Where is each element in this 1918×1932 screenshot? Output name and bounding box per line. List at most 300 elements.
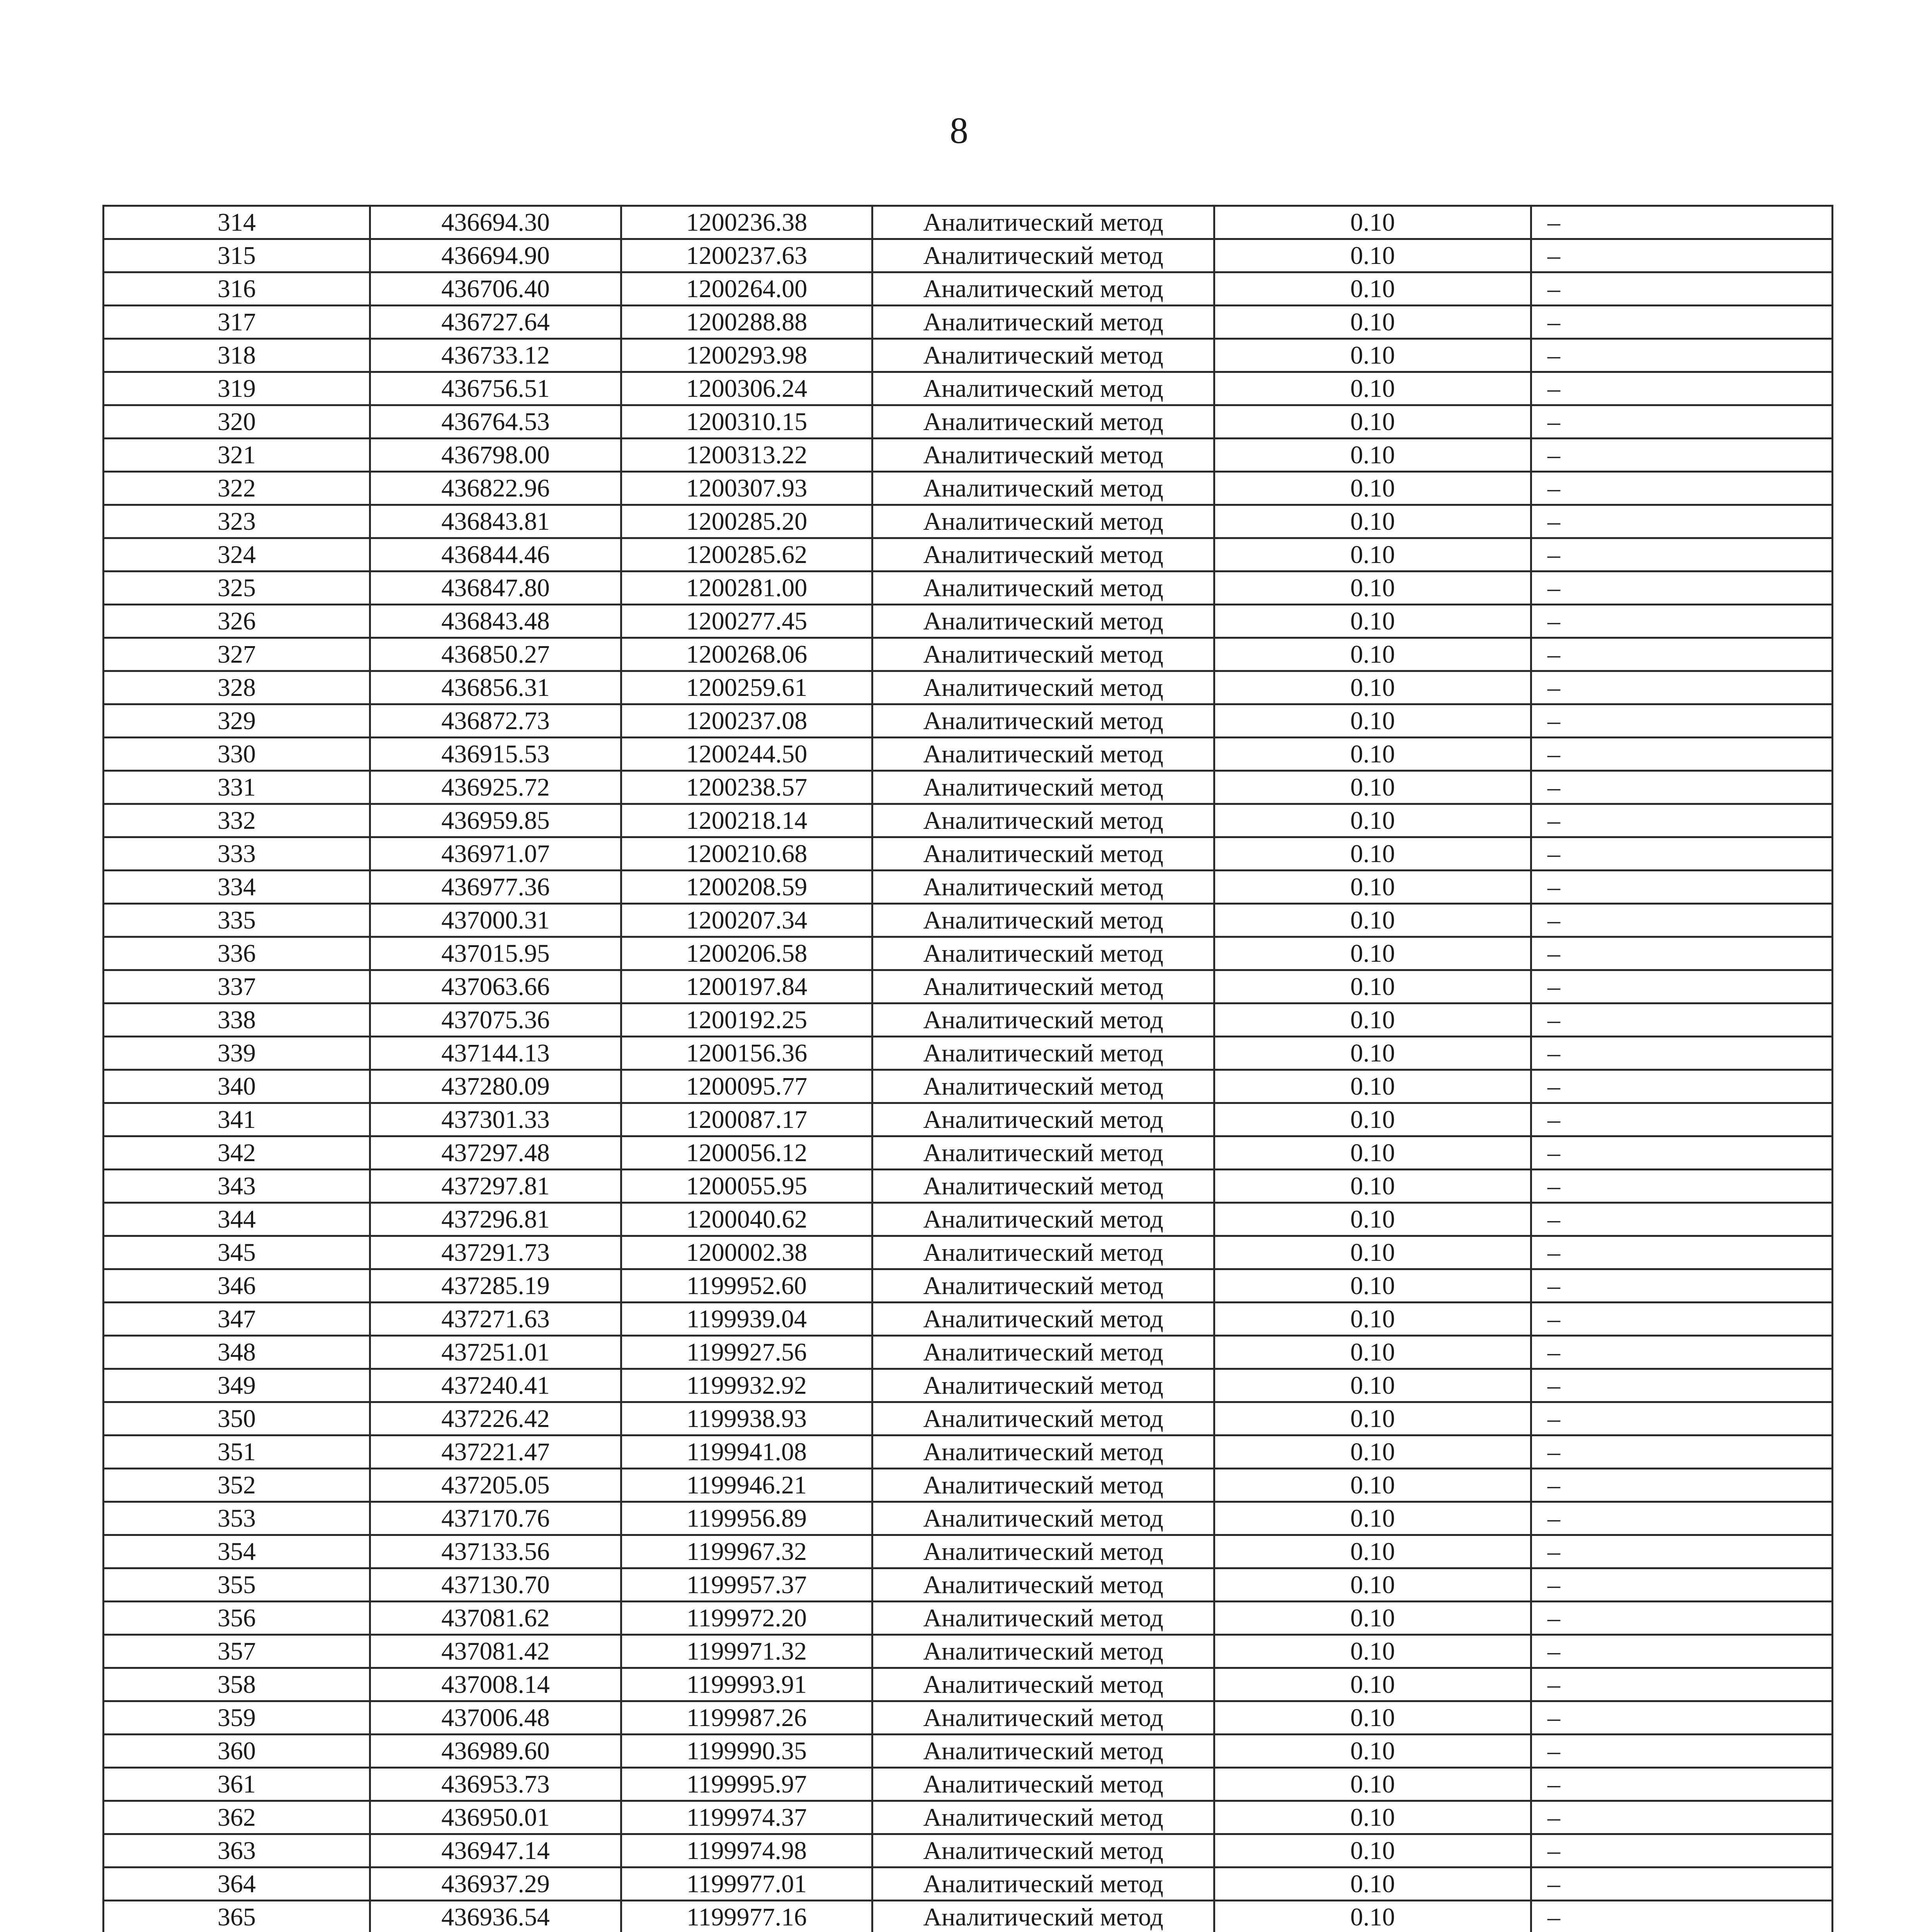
method-cell: Аналитический метод <box>872 1103 1214 1136</box>
table-row <box>104 937 1833 970</box>
x-coordinate-cell: 436937.29 <box>370 1867 621 1901</box>
coordinates-table-body <box>104 206 1833 1932</box>
y-coordinate-cell: 1200238.57 <box>621 771 872 804</box>
table-row <box>104 1103 1833 1136</box>
x-coordinate-cell: 436953.73 <box>370 1768 621 1801</box>
y-coordinate-cell: 1199974.98 <box>621 1834 872 1867</box>
y-coordinate-cell: 1199941.08 <box>621 1435 872 1469</box>
coordinates-table <box>102 205 1833 1932</box>
y-coordinate-cell: 1200087.17 <box>621 1103 872 1136</box>
x-coordinate-cell: 436764.53 <box>370 405 621 439</box>
accuracy-cell: 0.10 <box>1214 1236 1531 1269</box>
y-coordinate-cell: 1200208.59 <box>621 871 872 904</box>
accuracy-cell: 0.10 <box>1214 1768 1531 1801</box>
method-cell: Аналитический метод <box>872 638 1214 671</box>
point-number-cell: 357 <box>104 1635 370 1668</box>
x-coordinate-cell: 436850.27 <box>370 638 621 671</box>
y-coordinate-cell: 1200197.84 <box>621 970 872 1003</box>
y-coordinate-cell: 1199946.21 <box>621 1469 872 1502</box>
accuracy-cell: 0.10 <box>1214 1568 1531 1602</box>
x-coordinate-cell: 436733.12 <box>370 339 621 372</box>
x-coordinate-cell: 437170.76 <box>370 1502 621 1535</box>
point-number-cell: 346 <box>104 1269 370 1303</box>
y-coordinate-cell: 1199938.93 <box>621 1402 872 1435</box>
y-coordinate-cell: 1200268.06 <box>621 638 872 671</box>
note-cell: – <box>1531 1103 1833 1136</box>
table-row <box>104 804 1833 837</box>
x-coordinate-cell: 437081.42 <box>370 1635 621 1668</box>
point-number-cell: 318 <box>104 339 370 372</box>
x-coordinate-cell: 437285.19 <box>370 1269 621 1303</box>
point-number-cell: 323 <box>104 505 370 538</box>
accuracy-cell: 0.10 <box>1214 1469 1531 1502</box>
x-coordinate-cell: 437144.13 <box>370 1037 621 1070</box>
table-row <box>104 571 1833 605</box>
method-cell: Аналитический метод <box>872 272 1214 306</box>
y-coordinate-cell: 1200264.00 <box>621 272 872 306</box>
note-cell: – <box>1531 1402 1833 1435</box>
y-coordinate-cell: 1200293.98 <box>621 339 872 372</box>
x-coordinate-cell: 436843.48 <box>370 605 621 638</box>
y-coordinate-cell: 1200281.00 <box>621 571 872 605</box>
x-coordinate-cell: 437130.70 <box>370 1568 621 1602</box>
accuracy-cell: 0.10 <box>1214 1070 1531 1103</box>
x-coordinate-cell: 437291.73 <box>370 1236 621 1269</box>
x-coordinate-cell: 436977.36 <box>370 871 621 904</box>
method-cell: Аналитический метод <box>872 1003 1214 1037</box>
method-cell: Аналитический метод <box>872 1170 1214 1203</box>
table-row <box>104 605 1833 638</box>
method-cell: Аналитический метод <box>872 571 1214 605</box>
note-cell: – <box>1531 1834 1833 1867</box>
note-cell: – <box>1531 605 1833 638</box>
note-cell: – <box>1531 439 1833 472</box>
point-number-cell: 354 <box>104 1535 370 1568</box>
note-cell: – <box>1531 771 1833 804</box>
point-number-cell: 352 <box>104 1469 370 1502</box>
y-coordinate-cell: 1200237.63 <box>621 239 872 272</box>
x-coordinate-cell: 437063.66 <box>370 970 621 1003</box>
accuracy-cell: 0.10 <box>1214 1203 1531 1236</box>
x-coordinate-cell: 436798.00 <box>370 439 621 472</box>
x-coordinate-cell: 436694.90 <box>370 239 621 272</box>
accuracy-cell: 0.10 <box>1214 571 1531 605</box>
table-row <box>104 1867 1833 1901</box>
table-row <box>104 372 1833 405</box>
table-row <box>104 1801 1833 1834</box>
note-cell: – <box>1531 1037 1833 1070</box>
table-row <box>104 1735 1833 1768</box>
y-coordinate-cell: 1200002.38 <box>621 1236 872 1269</box>
method-cell: Аналитический метод <box>872 1668 1214 1701</box>
table-row <box>104 1003 1833 1037</box>
table-row <box>104 1701 1833 1735</box>
point-number-cell: 340 <box>104 1070 370 1103</box>
x-coordinate-cell: 436756.51 <box>370 372 621 405</box>
point-number-cell: 343 <box>104 1170 370 1203</box>
table-row <box>104 339 1833 372</box>
note-cell: – <box>1531 837 1833 871</box>
method-cell: Аналитический метод <box>872 1469 1214 1502</box>
accuracy-cell: 0.10 <box>1214 904 1531 937</box>
point-number-cell: 331 <box>104 771 370 804</box>
note-cell: – <box>1531 472 1833 505</box>
note-cell: – <box>1531 1901 1833 1932</box>
point-number-cell: 355 <box>104 1568 370 1602</box>
y-coordinate-cell: 1200285.62 <box>621 538 872 571</box>
y-coordinate-cell: 1199952.60 <box>621 1269 872 1303</box>
method-cell: Аналитический метод <box>872 1435 1214 1469</box>
table-row <box>104 1170 1833 1203</box>
table-row <box>104 1768 1833 1801</box>
table-row <box>104 1635 1833 1668</box>
table-row <box>104 1369 1833 1402</box>
method-cell: Аналитический метод <box>872 771 1214 804</box>
y-coordinate-cell: 1200206.58 <box>621 937 872 970</box>
y-coordinate-cell: 1199971.32 <box>621 1635 872 1668</box>
y-coordinate-cell: 1200244.50 <box>621 738 872 771</box>
method-cell: Аналитический метод <box>872 738 1214 771</box>
x-coordinate-cell: 436843.81 <box>370 505 621 538</box>
method-cell: Аналитический метод <box>872 1701 1214 1735</box>
note-cell: – <box>1531 1668 1833 1701</box>
note-cell: – <box>1531 1635 1833 1668</box>
point-number-cell: 347 <box>104 1303 370 1336</box>
method-cell: Аналитический метод <box>872 1502 1214 1535</box>
method-cell: Аналитический метод <box>872 306 1214 339</box>
x-coordinate-cell: 437081.62 <box>370 1602 621 1635</box>
table-row <box>104 439 1833 472</box>
y-coordinate-cell: 1200259.61 <box>621 671 872 704</box>
accuracy-cell: 0.10 <box>1214 937 1531 970</box>
point-number-cell: 353 <box>104 1502 370 1535</box>
table-row <box>104 1568 1833 1602</box>
y-coordinate-cell: 1200055.95 <box>621 1170 872 1203</box>
method-cell: Аналитический метод <box>872 1735 1214 1768</box>
table-row <box>104 671 1833 704</box>
y-coordinate-cell: 1199974.37 <box>621 1801 872 1834</box>
table-row <box>104 1435 1833 1469</box>
method-cell: Аналитический метод <box>872 1203 1214 1236</box>
point-number-cell: 333 <box>104 837 370 871</box>
x-coordinate-cell: 436847.80 <box>370 571 621 605</box>
point-number-cell: 335 <box>104 904 370 937</box>
table-row <box>104 904 1833 937</box>
note-cell: – <box>1531 272 1833 306</box>
method-cell: Аналитический метод <box>872 1602 1214 1635</box>
table-row <box>104 638 1833 671</box>
table-row <box>104 738 1833 771</box>
y-coordinate-cell: 1199927.56 <box>621 1336 872 1369</box>
note-cell: – <box>1531 339 1833 372</box>
accuracy-cell: 0.10 <box>1214 1801 1531 1834</box>
x-coordinate-cell: 437297.48 <box>370 1136 621 1170</box>
x-coordinate-cell: 436936.54 <box>370 1901 621 1932</box>
y-coordinate-cell: 1200040.62 <box>621 1203 872 1236</box>
note-cell: – <box>1531 871 1833 904</box>
method-cell: Аналитический метод <box>872 1136 1214 1170</box>
accuracy-cell: 0.10 <box>1214 505 1531 538</box>
point-number-cell: 317 <box>104 306 370 339</box>
method-cell: Аналитический метод <box>872 1037 1214 1070</box>
y-coordinate-cell: 1200218.14 <box>621 804 872 837</box>
note-cell: – <box>1531 1435 1833 1469</box>
point-number-cell: 344 <box>104 1203 370 1236</box>
accuracy-cell: 0.10 <box>1214 1635 1531 1668</box>
accuracy-cell: 0.10 <box>1214 272 1531 306</box>
method-cell: Аналитический метод <box>872 671 1214 704</box>
note-cell: – <box>1531 1469 1833 1502</box>
method-cell: Аналитический метод <box>872 871 1214 904</box>
y-coordinate-cell: 1199987.26 <box>621 1701 872 1735</box>
note-cell: – <box>1531 1336 1833 1369</box>
point-number-cell: 338 <box>104 1003 370 1037</box>
method-cell: Аналитический метод <box>872 1336 1214 1369</box>
note-cell: – <box>1531 1701 1833 1735</box>
accuracy-cell: 0.10 <box>1214 1834 1531 1867</box>
accuracy-cell: 0.10 <box>1214 1269 1531 1303</box>
note-cell: – <box>1531 1369 1833 1402</box>
accuracy-cell: 0.10 <box>1214 970 1531 1003</box>
accuracy-cell: 0.10 <box>1214 1535 1531 1568</box>
x-coordinate-cell: 437205.05 <box>370 1469 621 1502</box>
point-number-cell: 322 <box>104 472 370 505</box>
point-number-cell: 341 <box>104 1103 370 1136</box>
x-coordinate-cell: 437297.81 <box>370 1170 621 1203</box>
method-cell: Аналитический метод <box>872 206 1214 239</box>
x-coordinate-cell: 436872.73 <box>370 704 621 738</box>
accuracy-cell: 0.10 <box>1214 1402 1531 1435</box>
accuracy-cell: 0.10 <box>1214 472 1531 505</box>
x-coordinate-cell: 436844.46 <box>370 538 621 571</box>
x-coordinate-cell: 437301.33 <box>370 1103 621 1136</box>
note-cell: – <box>1531 1602 1833 1635</box>
method-cell: Аналитический метод <box>872 937 1214 970</box>
coordinates-table-container <box>102 205 1831 1932</box>
x-coordinate-cell: 437280.09 <box>370 1070 621 1103</box>
accuracy-cell: 0.10 <box>1214 871 1531 904</box>
accuracy-cell: 0.10 <box>1214 1369 1531 1402</box>
method-cell: Аналитический метод <box>872 1801 1214 1834</box>
y-coordinate-cell: 1199977.01 <box>621 1867 872 1901</box>
note-cell: – <box>1531 1136 1833 1170</box>
x-coordinate-cell: 436856.31 <box>370 671 621 704</box>
table-row <box>104 239 1833 272</box>
y-coordinate-cell: 1200277.45 <box>621 605 872 638</box>
table-row <box>104 970 1833 1003</box>
table-row <box>104 1502 1833 1535</box>
note-cell: – <box>1531 239 1833 272</box>
point-number-cell: 350 <box>104 1402 370 1435</box>
table-row <box>104 405 1833 439</box>
method-cell: Аналитический метод <box>872 239 1214 272</box>
method-cell: Аналитический метод <box>872 837 1214 871</box>
note-cell: – <box>1531 1867 1833 1901</box>
table-row <box>104 1269 1833 1303</box>
point-number-cell: 358 <box>104 1668 370 1701</box>
table-row <box>104 1469 1833 1502</box>
accuracy-cell: 0.10 <box>1214 439 1531 472</box>
method-cell: Аналитический метод <box>872 904 1214 937</box>
x-coordinate-cell: 436950.01 <box>370 1801 621 1834</box>
x-coordinate-cell: 437221.47 <box>370 1435 621 1469</box>
accuracy-cell: 0.10 <box>1214 638 1531 671</box>
point-number-cell: 336 <box>104 937 370 970</box>
y-coordinate-cell: 1200285.20 <box>621 505 872 538</box>
accuracy-cell: 0.10 <box>1214 1668 1531 1701</box>
y-coordinate-cell: 1199972.20 <box>621 1602 872 1635</box>
method-cell: Аналитический метод <box>872 970 1214 1003</box>
point-number-cell: 348 <box>104 1336 370 1369</box>
table-row <box>104 1203 1833 1236</box>
y-coordinate-cell: 1200237.08 <box>621 704 872 738</box>
accuracy-cell: 0.10 <box>1214 1502 1531 1535</box>
method-cell: Аналитический метод <box>872 1269 1214 1303</box>
note-cell: – <box>1531 1801 1833 1834</box>
method-cell: Аналитический метод <box>872 804 1214 837</box>
point-number-cell: 320 <box>104 405 370 439</box>
method-cell: Аналитический метод <box>872 1635 1214 1668</box>
y-coordinate-cell: 1199995.97 <box>621 1768 872 1801</box>
y-coordinate-cell: 1200310.15 <box>621 405 872 439</box>
note-cell: – <box>1531 538 1833 571</box>
accuracy-cell: 0.10 <box>1214 1735 1531 1768</box>
table-row <box>104 1602 1833 1635</box>
accuracy-cell: 0.10 <box>1214 771 1531 804</box>
method-cell: Аналитический метод <box>872 1535 1214 1568</box>
note-cell: – <box>1531 1003 1833 1037</box>
point-number-cell: 327 <box>104 638 370 671</box>
note-cell: – <box>1531 1269 1833 1303</box>
y-coordinate-cell: 1200288.88 <box>621 306 872 339</box>
point-number-cell: 364 <box>104 1867 370 1901</box>
note-cell: – <box>1531 206 1833 239</box>
y-coordinate-cell: 1199967.32 <box>621 1535 872 1568</box>
accuracy-cell: 0.10 <box>1214 605 1531 638</box>
x-coordinate-cell: 437271.63 <box>370 1303 621 1336</box>
table-row <box>104 1236 1833 1269</box>
x-coordinate-cell: 436694.30 <box>370 206 621 239</box>
x-coordinate-cell: 436925.72 <box>370 771 621 804</box>
accuracy-cell: 0.10 <box>1214 804 1531 837</box>
y-coordinate-cell: 1200306.24 <box>621 372 872 405</box>
note-cell: – <box>1531 505 1833 538</box>
method-cell: Аналитический метод <box>872 704 1214 738</box>
table-row <box>104 505 1833 538</box>
method-cell: Аналитический метод <box>872 1867 1214 1901</box>
note-cell: – <box>1531 1070 1833 1103</box>
point-number-cell: 342 <box>104 1136 370 1170</box>
y-coordinate-cell: 1200207.34 <box>621 904 872 937</box>
method-cell: Аналитический метод <box>872 1568 1214 1602</box>
note-cell: – <box>1531 306 1833 339</box>
accuracy-cell: 0.10 <box>1214 704 1531 738</box>
accuracy-cell: 0.10 <box>1214 339 1531 372</box>
y-coordinate-cell: 1200192.25 <box>621 1003 872 1037</box>
point-number-cell: 315 <box>104 239 370 272</box>
method-cell: Аналитический метод <box>872 1901 1214 1932</box>
method-cell: Аналитический метод <box>872 339 1214 372</box>
page-number: 8 <box>950 110 968 151</box>
accuracy-cell: 0.10 <box>1214 1303 1531 1336</box>
accuracy-cell: 0.10 <box>1214 1103 1531 1136</box>
y-coordinate-cell: 1199957.37 <box>621 1568 872 1602</box>
accuracy-cell: 0.10 <box>1214 1037 1531 1070</box>
point-number-cell: 321 <box>104 439 370 472</box>
x-coordinate-cell: 436947.14 <box>370 1834 621 1867</box>
accuracy-cell: 0.10 <box>1214 1901 1531 1932</box>
accuracy-cell: 0.10 <box>1214 671 1531 704</box>
method-cell: Аналитический метод <box>872 505 1214 538</box>
table-row <box>104 1336 1833 1369</box>
method-cell: Аналитический метод <box>872 1369 1214 1402</box>
method-cell: Аналитический метод <box>872 372 1214 405</box>
method-cell: Аналитический метод <box>872 1402 1214 1435</box>
point-number-cell: 363 <box>104 1834 370 1867</box>
note-cell: – <box>1531 904 1833 937</box>
method-cell: Аналитический метод <box>872 1303 1214 1336</box>
accuracy-cell: 0.10 <box>1214 405 1531 439</box>
x-coordinate-cell: 437006.48 <box>370 1701 621 1735</box>
point-number-cell: 314 <box>104 206 370 239</box>
table-row <box>104 1668 1833 1701</box>
table-row <box>104 1136 1833 1170</box>
y-coordinate-cell: 1200313.22 <box>621 439 872 472</box>
x-coordinate-cell: 437008.14 <box>370 1668 621 1701</box>
method-cell: Аналитический метод <box>872 1768 1214 1801</box>
table-row <box>104 1834 1833 1867</box>
point-number-cell: 316 <box>104 272 370 306</box>
table-row <box>104 206 1833 239</box>
x-coordinate-cell: 436727.64 <box>370 306 621 339</box>
note-cell: – <box>1531 1170 1833 1203</box>
note-cell: – <box>1531 1768 1833 1801</box>
note-cell: – <box>1531 671 1833 704</box>
table-row <box>104 771 1833 804</box>
method-cell: Аналитический метод <box>872 538 1214 571</box>
accuracy-cell: 0.10 <box>1214 239 1531 272</box>
table-row <box>104 837 1833 871</box>
x-coordinate-cell: 437000.31 <box>370 904 621 937</box>
y-coordinate-cell: 1200056.12 <box>621 1136 872 1170</box>
point-number-cell: 334 <box>104 871 370 904</box>
point-number-cell: 328 <box>104 671 370 704</box>
point-number-cell: 361 <box>104 1768 370 1801</box>
note-cell: – <box>1531 738 1833 771</box>
y-coordinate-cell: 1200236.38 <box>621 206 872 239</box>
y-coordinate-cell: 1200210.68 <box>621 837 872 871</box>
table-row <box>104 538 1833 571</box>
table-row <box>104 272 1833 306</box>
method-cell: Аналитический метод <box>872 405 1214 439</box>
x-coordinate-cell: 436971.07 <box>370 837 621 871</box>
method-cell: Аналитический метод <box>872 439 1214 472</box>
y-coordinate-cell: 1199977.16 <box>621 1901 872 1932</box>
accuracy-cell: 0.10 <box>1214 1701 1531 1735</box>
note-cell: – <box>1531 1303 1833 1336</box>
accuracy-cell: 0.10 <box>1214 1336 1531 1369</box>
point-number-cell: 362 <box>104 1801 370 1834</box>
y-coordinate-cell: 1199993.91 <box>621 1668 872 1701</box>
note-cell: – <box>1531 405 1833 439</box>
point-number-cell: 319 <box>104 372 370 405</box>
x-coordinate-cell: 437075.36 <box>370 1003 621 1037</box>
x-coordinate-cell: 436959.85 <box>370 804 621 837</box>
note-cell: – <box>1531 804 1833 837</box>
point-number-cell: 360 <box>104 1735 370 1768</box>
x-coordinate-cell: 437226.42 <box>370 1402 621 1435</box>
point-number-cell: 339 <box>104 1037 370 1070</box>
